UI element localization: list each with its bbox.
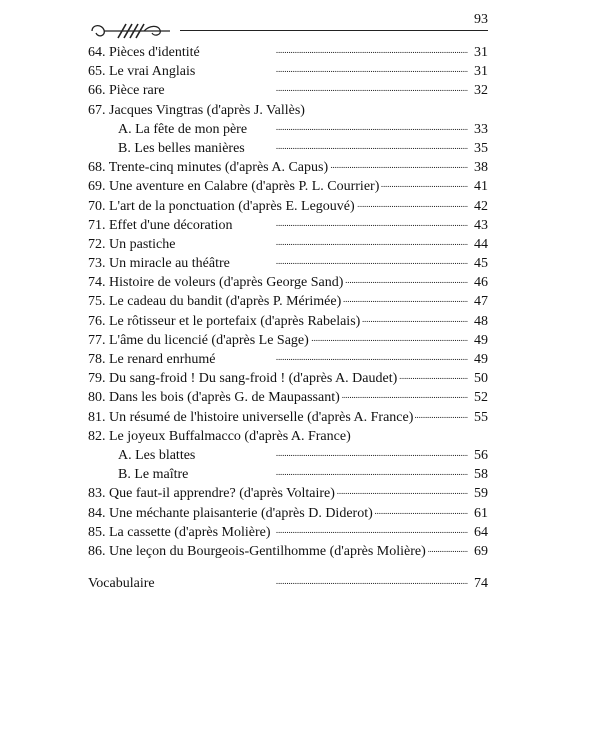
table-of-contents — [88, 43, 488, 593]
entry-page: 74 — [474, 576, 488, 592]
entry-title: 65. Le vrai Anglais — [88, 64, 196, 80]
entry-page: 41 — [474, 179, 488, 195]
dot-leader — [177, 236, 468, 248]
toc-entry — [88, 388, 488, 407]
entry-title: 85. La cassette (d'après Molière) — [88, 524, 271, 540]
entry-page: 33 — [474, 121, 488, 137]
entry-title: 69. Une aventure en Calabre (d'après P. L. Courrier) — [88, 179, 380, 195]
toc-entry — [88, 331, 488, 350]
entry-title: A. La fête de mon père — [118, 121, 248, 137]
entry-title: 76. Le rôtisseur et le portefaix (d'après Rabelais) — [88, 313, 361, 329]
entry-title: 70. L'art de la ponctuation (d'après E. Legouvé) — [88, 198, 355, 214]
toc-entry — [88, 312, 488, 331]
section-spacer — [88, 561, 488, 574]
dot-leader — [190, 466, 468, 478]
dot-leader — [249, 121, 468, 133]
dot-leader — [218, 351, 469, 363]
entry-page: 44 — [474, 236, 488, 252]
entry-title: B. Le maître — [118, 467, 189, 483]
toc-entry — [88, 408, 488, 427]
entry-page: 47 — [474, 294, 488, 310]
entry-page: 58 — [474, 467, 488, 483]
dot-leader — [342, 389, 468, 401]
toc-entry — [88, 484, 488, 503]
page-header — [88, 12, 488, 40]
entry-page: 64 — [474, 524, 488, 540]
entry-page: 69 — [474, 543, 488, 559]
toc-entry — [88, 158, 488, 177]
header-rule — [180, 30, 488, 31]
toc-entry — [88, 177, 488, 196]
entry-page: 49 — [474, 332, 488, 348]
entry-title: 71. Effet d'une décoration — [88, 217, 233, 233]
entry-page: 52 — [474, 390, 488, 406]
toc-entry — [88, 235, 488, 254]
dot-leader — [311, 332, 468, 344]
toc-subentry — [88, 120, 488, 139]
dot-leader — [381, 178, 468, 190]
entry-page: 32 — [474, 83, 488, 99]
toc-entry — [88, 427, 488, 446]
toc-entry — [88, 523, 488, 542]
entry-page: 38 — [474, 160, 488, 176]
entry-page: 48 — [474, 313, 488, 329]
entry-title: 66. Pièce rare — [88, 83, 165, 99]
dot-leader — [197, 63, 468, 75]
entry-title: 86. Une leçon du Bourgeois-Gentilhomme (d'après Molière) — [88, 543, 426, 559]
dot-leader — [235, 217, 468, 229]
entry-page: 45 — [474, 256, 488, 272]
entry-title: 79. Du sang-froid ! Du sang-froid ! (d'après A. Daudet) — [88, 371, 398, 387]
entry-title: 78. Le renard enrhumé — [88, 352, 216, 367]
dot-leader — [197, 447, 468, 459]
entry-page: 43 — [474, 217, 488, 233]
toc-subentry — [88, 465, 488, 484]
dot-leader — [330, 159, 468, 171]
toc-entry — [88, 350, 488, 369]
dot-leader — [247, 140, 468, 152]
entry-page: 31 — [474, 64, 488, 80]
dot-leader — [375, 505, 468, 517]
entry-title: 82. Le joyeux Buffalmacco (d'après A. France) — [88, 428, 351, 444]
entry-title: 75. Le cadeau du bandit (d'après P. Mérimée) — [88, 294, 342, 310]
dot-leader — [415, 409, 468, 421]
page-number: 93 — [474, 12, 488, 27]
entry-title: 81. Un résumé de l'histoire universelle (d'après A. France) — [88, 409, 414, 425]
dot-leader — [362, 313, 468, 325]
dot-leader — [202, 44, 468, 56]
entry-title: 67. Jacques Vingtras (d'après J. Vallès) — [88, 102, 305, 118]
dot-leader — [357, 198, 468, 210]
entry-title: 77. L'âme du licencié (d'après Le Sage) — [88, 332, 309, 348]
entry-page: 61 — [474, 505, 488, 521]
dot-leader — [399, 370, 468, 382]
entry-page: 55 — [474, 409, 488, 425]
dot-leader — [343, 293, 468, 305]
entry-title: 73. Un miracle au théâtre — [88, 256, 230, 272]
entry-title: 64. Pièces d'identité — [88, 45, 200, 60]
entry-page: 59 — [474, 486, 488, 502]
toc-entry — [88, 254, 488, 273]
entry-title: B. Les belles manières — [118, 140, 245, 156]
toc-entry — [88, 216, 488, 235]
entry-page: 56 — [474, 447, 488, 463]
entry-title: 80. Dans les bois (d'après G. de Maupassant) — [88, 390, 340, 406]
toc-entry — [88, 197, 488, 216]
dot-leader — [273, 524, 469, 536]
entry-page: 42 — [474, 198, 488, 214]
dot-leader — [337, 485, 468, 497]
dot-leader — [345, 274, 468, 286]
entry-title: 83. Que faut-il apprendre? (d'après Voltaire) — [88, 486, 335, 502]
entry-title: 68. Trente-cinq minutes (d'après A. Capus) — [88, 160, 329, 176]
toc-entry — [88, 504, 488, 523]
entry-page: 50 — [474, 371, 488, 387]
toc-entry — [88, 43, 488, 62]
entry-title: 74. Histoire de voleurs (d'après George Sand) — [88, 275, 344, 291]
dot-leader — [157, 575, 468, 587]
entry-page: 46 — [474, 275, 488, 291]
dot-leader — [232, 255, 468, 267]
ornament-flourish-icon — [88, 20, 174, 42]
entry-page: 31 — [474, 45, 488, 60]
toc-subentry — [88, 139, 488, 158]
entry-title: A. Les blattes — [118, 447, 196, 463]
dot-leader — [428, 543, 468, 555]
entry-page: 49 — [474, 352, 488, 367]
toc-entry — [88, 542, 488, 561]
entry-title: 72. Un pastiche — [88, 236, 176, 252]
toc-entry — [88, 101, 488, 120]
toc-entry — [88, 81, 488, 100]
toc-entry — [88, 369, 488, 388]
toc-entry — [88, 62, 488, 81]
toc-entry — [88, 574, 488, 593]
entry-title: 84. Une méchante plaisanterie (d'après D. Diderot) — [88, 505, 373, 521]
entry-page: 35 — [474, 140, 488, 156]
entry-title: Vocabulaire — [88, 576, 155, 592]
toc-subentry — [88, 446, 488, 465]
toc-entry — [88, 292, 488, 311]
toc-entry — [88, 273, 488, 292]
dot-leader — [167, 82, 468, 94]
